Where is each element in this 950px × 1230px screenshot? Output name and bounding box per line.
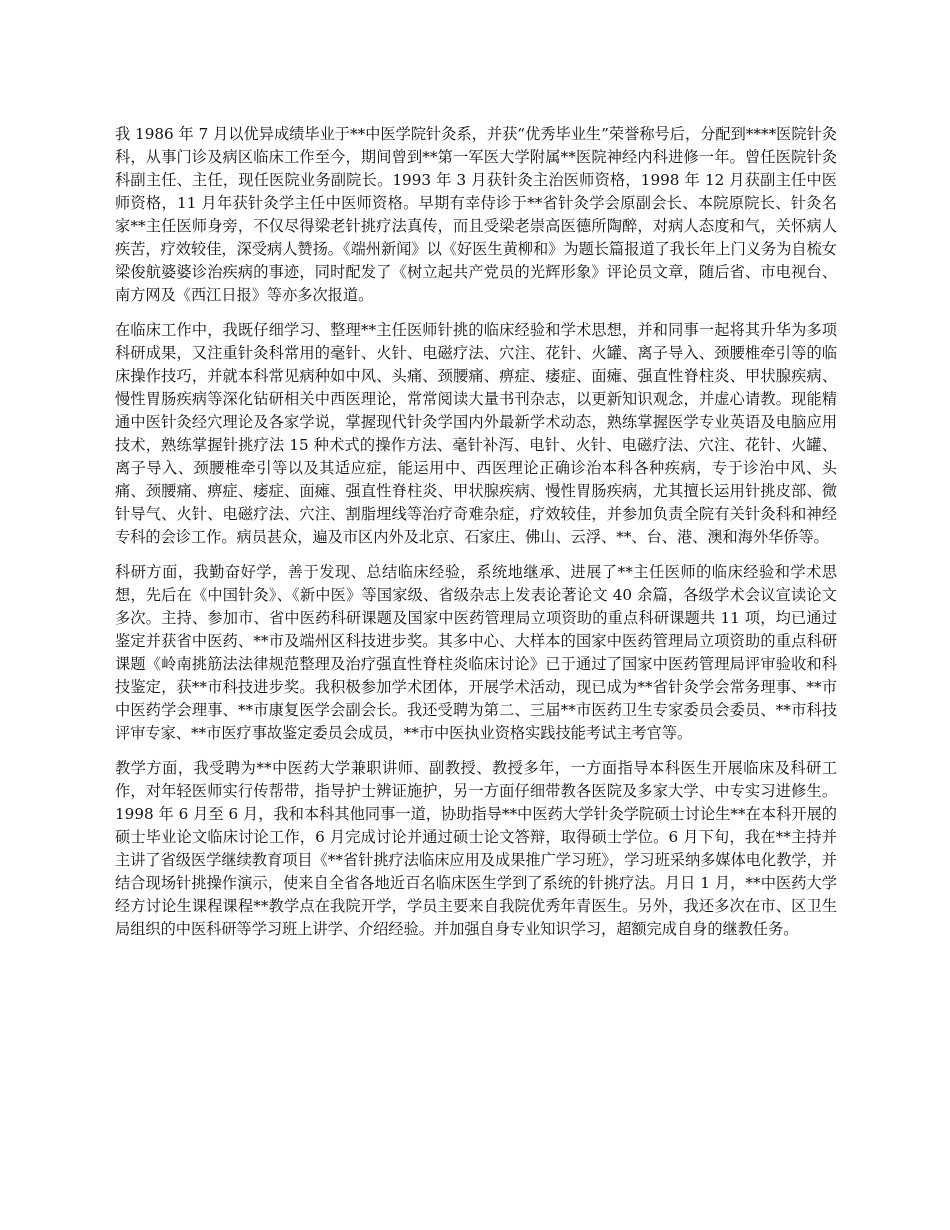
document-body: [115, 123, 837, 953]
paragraph-education-background: 我 1986 年 7 月以优异成绩毕业于**中医学院针灸系，并获“优秀毕业生”荣誉称号后，分配到****医院针灸科，从事门诊及病区临床工作至今，期间曾到**第一军医大学附属**医院神经内科进修一年。曾任医院针灸科副主任、主任，现任医院业务副院长。1993 年 3 月获针灸主治医师资格，1998 年 12 月获副主任中医师资格，11 月年获针灸学主任中医师资格。早期有幸侍诊于**省针灸学会原副会长、本院原院长、针灸名家**主任医师身旁，不仅尽得梁老针挑疗法真传，而且受梁老崇高医德所陶醉，对病人态度和气，关怀病人疾苦，疗效较佳，深受病人赞扬。《端州新闻》以《好医生黄柳和》为题长篇报道了我长年上门义务为自梳女梁俊航婆婆诊治疾病的事迹，同时配发了《树立起共产党员的光辉形象》评论员文章，随后省、市电视台、南方网及《西江日报》等亦多次报道。: [115, 125, 837, 304]
paragraph-clinical-work: 在临床工作中，我既仔细学习、整理**主任医师针挑的临床经验和学术思想，并和同事一起将其升华为多项科研成果，又注重针灸科常用的毫针、火针、电磁疗法、穴注、花针、火罐、离子导入、颈腰椎牵引等的临床操作技巧，并就本科常见病种如中风、头痛、颈腰痛、痹症、痿症、面瘫、强直性脊柱炎、甲状腺疾病、慢性胃肠疾病等深化钻研相关中西医理论，常常阅读大量书刊杂志，以更新知识观念，并虚心请教。现能精通中医针灸经穴理论及各家学说，掌握现代针灸学国内外最新学术动态，熟练掌握医学专业英语及电脑应用技术，熟练掌握针挑疗法 15 种术式的操作方法、毫针补泻、电针、火针、电磁疗法、穴注、花针、火罐、离子导入、颈腰椎牵引等以及其适应症，能运用中、西医理论正确诊治本科各种疾病，专于诊治中风、头痛、颈腰痛、痹症、痿症、面瘫、强直性脊柱炎、甲状腺疾病、慢性胃肠疾病，尤其擅长运用针挑皮部、微针导气、火针、电磁疗法、穴注、割脂埋线等治疗奇难杂症，疗效较佳，并参加负责全院有关针灸科和神经专科的会诊工作。病员甚众，遍及市区内外及北京、石家庄、佛山、云浮、**、台、港、澳和海外华侨等。: [115, 321, 837, 546]
paragraph-research: 科研方面，我勤奋好学，善于发现、总结临床经验，系统地继承、进展了**主任医师的临床经验和学术思想，先后在《中国针灸》、《新中医》等国家级、省级杂志上发表论著论文 40 余篇，各级学术会议宣读论文多次。主持、参加市、省中医药科研课题及国家中医药管理局立项资助的重点科研课题共 11 项，均已通过鉴定并获省中医药、**市及端州区科技进步奖。其多中心、大样本的国家中医药管理局立项资助的重点科研课题《岭南挑筋法法律规范整理及治疗强直性脊柱炎临床讨论》已于通过了国家中医药管理局评审验收和科技鉴定，获**市科技进步奖。我积极参加学术团体，开展学术活动，现已成为**省针灸学会常务理事、**市中医药学会理事、**市康复医学会副会长。我还受聘为第二、三届**市医药卫生专家委员会委员、**市科技评审专家、**市医疗事故鉴定委员会成员，**市中医执业资格实践技能考试主考官等。: [115, 563, 837, 742]
paragraph-teaching: 教学方面，我受聘为**中医药大学兼职讲师、副教授、教授多年，一方面指导本科医生开展临床及科研工作，对年轻医师实行传帮带，指导护士辨证施护，另一方面仔细带教各医院及多家大学、中专实习进修生。1998 年 6 月至 6 月，我和本科其他同事一道，协助指导**中医药大学针灸学院硕士讨论生**在本科开展的硕士毕业论文临床讨论工作，6 月完成讨论并通过硕士论文答辩，取得硕士学位。6 月下旬，我在**主持并主讲了省级医学继续教育项目《**省针挑疗法临床应用及成果推广学习班》，学习班采纳多媒体电化教学，并结合现场针挑操作演示，使来自全省各地近百名临床医生学到了系统的针挑疗法。月日 1 月，**中医药大学经方讨论生课程课程**教学点在我院开学，学员主要来自我院优秀年青医生。另外，我还多次在市、区卫生局组织的中医科研等学习班上讲学、介绍经验。并加强自身专业知识学习，超额完成自身的继教任务。: [115, 759, 837, 938]
